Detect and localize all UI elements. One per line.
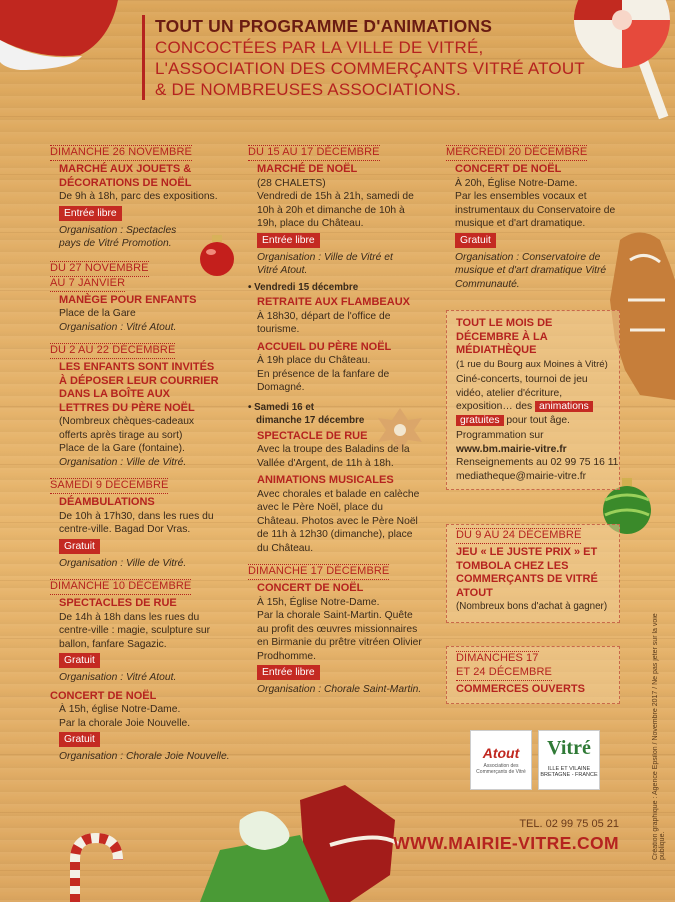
event-text: Programmation sur xyxy=(456,430,544,441)
event-organiser: Organisation : Ville de Vitré. xyxy=(59,557,187,569)
candy-cane-icon xyxy=(75,838,118,902)
event-date: DU 2 AU 22 DÉCEMBRE xyxy=(50,343,175,359)
event-text: Par la chorale Saint-Martin. Quête au profit des œuvres missionnaires en Birmanie du prêtre vitréen Olivier Prodhomme. xyxy=(257,610,422,662)
event-title: LES ENFANTS SONT INVITÉS À DÉPOSER LEUR COURRIER DANS LA BOÎTE AUX LETTRES DU PÈRE NOËL xyxy=(59,361,219,414)
event-block xyxy=(248,564,426,697)
event-title: SPECTACLE DE RUE xyxy=(257,429,368,442)
event-title: MARCHÉ DE NOËL xyxy=(257,163,358,175)
event-organiser: Organisation : Chorale Joie Nouvelle. xyxy=(59,751,230,762)
atout-logo-small: Association des Commerçants de Vitré xyxy=(476,763,526,775)
event-organiser: Organisation : Ville de Vitré et Vitré Atout. xyxy=(257,251,393,276)
price-badge: Entrée libre xyxy=(257,233,320,248)
day-bullet: • Samedi 16 et xyxy=(248,401,315,413)
event-organiser: Organisation : Vitré Atout. xyxy=(59,672,177,683)
header-subtitle-1: CONCOCTÉES PAR LA VILLE DE VITRÉ, xyxy=(155,38,484,57)
event-text: Avec la troupe des Baladins de la Vallée d'Argent, de 11h à 18h. xyxy=(257,444,410,469)
event-title: SPECTACLES DE RUE xyxy=(59,597,177,609)
event-text: Par les ensembles vocaux et instrumentaux du Conservatoire de musique et d'art dramatique. xyxy=(455,191,616,229)
event-title: COMMERCES OUVERTS xyxy=(456,683,585,695)
event-date: DU 15 AU 17 DÉCEMBRE xyxy=(248,145,380,161)
event-text: De 14h à 18h dans les rues du centre-ville : magie, sculpture sur ballon, fanfare Sagazic. xyxy=(59,611,211,650)
header xyxy=(142,15,665,100)
event-organiser: Organisation : Vitré Atout. xyxy=(59,321,177,333)
juste-prix-box xyxy=(446,524,620,623)
header-title: TOUT UN PROGRAMME D'ANIMATIONS xyxy=(155,16,493,36)
event-date: DIMANCHE 17 DÉCEMBRE xyxy=(248,564,389,580)
header-subtitle-3: & DE NOMBREUSES ASSOCIATIONS. xyxy=(155,80,461,99)
event-date: DU 9 AU 24 DÉCEMBRE xyxy=(456,528,581,544)
event-block xyxy=(50,261,230,335)
event-organiser: Organisation : Ville de Vitré. xyxy=(59,456,187,468)
event-date: DIMANCHE 26 NOVEMBRE xyxy=(50,145,192,161)
event-date: DIMANCHES 17 xyxy=(456,652,539,664)
event-text: À 15h, Église Notre-Dame. xyxy=(257,596,380,608)
event-title: ACCUEIL DU PÈRE NOËL xyxy=(257,340,392,353)
event-text: Place de la Gare (fontaine). xyxy=(59,443,185,454)
event-title: MARCHÉ AUX JOUETS & DÉCORATIONS DE NOËL xyxy=(59,163,192,189)
event-text: De 9h à 18h, parc des expositions. xyxy=(59,191,218,202)
event-text: (Nombreux bons d'achat à gagner) xyxy=(456,601,608,612)
event-date: DU 27 NOVEMBRE xyxy=(50,261,149,277)
gift-ornament-icon xyxy=(200,785,400,902)
credits-vertical: Création graphique : Agence Epsilon / Novembre 2017 / Ne pas jeter sur la voie publique. xyxy=(652,613,666,860)
atout-logo xyxy=(470,730,532,790)
santa-hat-icon xyxy=(0,0,118,70)
event-address: (1 rue du Bourg aux Moines à Vitré) xyxy=(456,358,608,370)
vitre-logo-text: Vitré xyxy=(547,737,591,759)
footer-website[interactable]: WWW.MAIRIE-VITRE.COM xyxy=(393,833,619,853)
website-link[interactable]: www.bm.mairie-vitre.fr xyxy=(456,443,567,455)
event-date: DIMANCHE 10 DÉCEMBRE xyxy=(50,579,191,595)
price-badge: Gratuit xyxy=(59,732,100,747)
event-text-post: pour tout âge. xyxy=(506,414,570,426)
email-link[interactable]: mediatheque@mairie-vitre.fr xyxy=(456,470,587,482)
event-title: TOUT LE MOIS DE DÉCEMBRE À LA MÉDIATHÈQUE xyxy=(456,317,553,356)
vitre-logo-small: ILLE ET VILAINE xyxy=(547,766,591,772)
price-badge: Gratuit xyxy=(59,653,100,668)
price-badge: Entrée libre xyxy=(257,665,320,680)
column-3 xyxy=(446,145,622,291)
event-text: Avec chorales et balade en calèche avec le Père Noël, place du Château. Photos avec le Père Noël de 11h à 12h30 (dimanche), place du Château. xyxy=(257,488,420,554)
event-text xyxy=(456,373,616,427)
day-bullet: • Vendredi 15 décembre xyxy=(248,281,359,293)
event-text: De 10h à 17h30, dans les rues du centre-ville. Bagad Dor Vras. xyxy=(59,510,214,535)
event-title: DÉAMBULATIONS xyxy=(59,496,155,508)
event-title: ANIMATIONS MUSICALES xyxy=(257,474,394,486)
event-text: À 18h30, départ de l'office de tourisme. xyxy=(257,310,391,335)
day-bullet: dimanche 17 décembre xyxy=(256,415,365,426)
price-badge: gratuites xyxy=(456,415,504,426)
event-block xyxy=(50,478,230,570)
vitre-logo-small: BRETAGNE - FRANCE xyxy=(540,772,598,778)
event-date: ET 24 DÉCEMBRE xyxy=(456,666,552,681)
commerces-box xyxy=(446,646,620,704)
event-title: CONCERT DE NOËL xyxy=(50,689,157,702)
price-badge: Entrée libre xyxy=(59,206,122,221)
event-subtitle: (28 CHALETS) xyxy=(257,177,326,189)
mediatheque-box xyxy=(446,310,620,490)
event-date: AU 7 JANVIER xyxy=(50,277,125,292)
event-title: RETRAITE AUX FLAMBEAUX xyxy=(257,296,410,308)
event-block xyxy=(50,579,230,764)
event-block xyxy=(446,145,622,291)
event-organiser: Organisation : Conservatoire de musique et d'art dramatique Vitré Communauté. xyxy=(455,251,607,290)
event-title: CONCERT DE NOËL xyxy=(455,163,562,175)
event-block xyxy=(50,343,230,469)
column-1 xyxy=(50,145,230,764)
event-text: Place de la Gare xyxy=(59,308,136,319)
event-text: À 19h place du Château. xyxy=(257,355,371,366)
vitre-logo xyxy=(538,730,600,790)
event-text: (Nombreux chèques-cadeaux offerts après tirage au sort) xyxy=(59,416,195,441)
price-badge: animations xyxy=(535,401,593,412)
event-title: JEU « LE JUSTE PRIX » ET TOMBOLA CHEZ LES COMMERÇANTS DE VITRÉ ATOUT xyxy=(456,546,598,599)
header-subtitle-2: L'ASSOCIATION DES COMMERÇANTS VITRÉ ATOUT xyxy=(155,59,585,78)
event-block xyxy=(248,145,426,278)
event-block xyxy=(50,145,230,251)
event-text: Par la chorale Joie Nouvelle. xyxy=(59,717,191,729)
event-text: Vendredi de 15h à 21h, samedi de 10h à 20h et dimanche de 10h à 19h, place du Château. xyxy=(257,191,414,229)
event-title: MANÈGE POUR ENFANTS xyxy=(59,293,197,306)
event-text-pre: Ciné-concerts, tournoi de jeu vidéo, atelier d'écriture, exposition… des xyxy=(456,374,588,412)
event-text: En présence de la fanfare de Domagné. xyxy=(257,368,390,393)
event-text: À 15h, église Notre-Dame. xyxy=(59,704,181,715)
price-badge: Gratuit xyxy=(59,539,100,554)
price-badge: Gratuit xyxy=(455,233,496,248)
column-2 xyxy=(248,145,426,697)
footer-phone: TEL. 02 99 75 05 21 xyxy=(519,818,619,830)
event-date: MERCREDI 20 DÉCEMBRE xyxy=(446,145,587,161)
phone-text: Renseignements au 02 99 75 16 11 xyxy=(456,457,619,468)
event-text: À 20h, Église Notre-Dame. xyxy=(455,177,578,189)
event-date: SAMEDI 9 DÉCEMBRE xyxy=(50,478,168,494)
event-organiser: Organisation : Chorale Saint-Martin. xyxy=(257,684,422,695)
event-organiser: Organisation : Spectacles pays de Vitré Promotion. xyxy=(59,224,177,249)
atout-logo-text: Atout xyxy=(482,745,520,761)
event-title: CONCERT DE NOËL xyxy=(257,582,364,594)
